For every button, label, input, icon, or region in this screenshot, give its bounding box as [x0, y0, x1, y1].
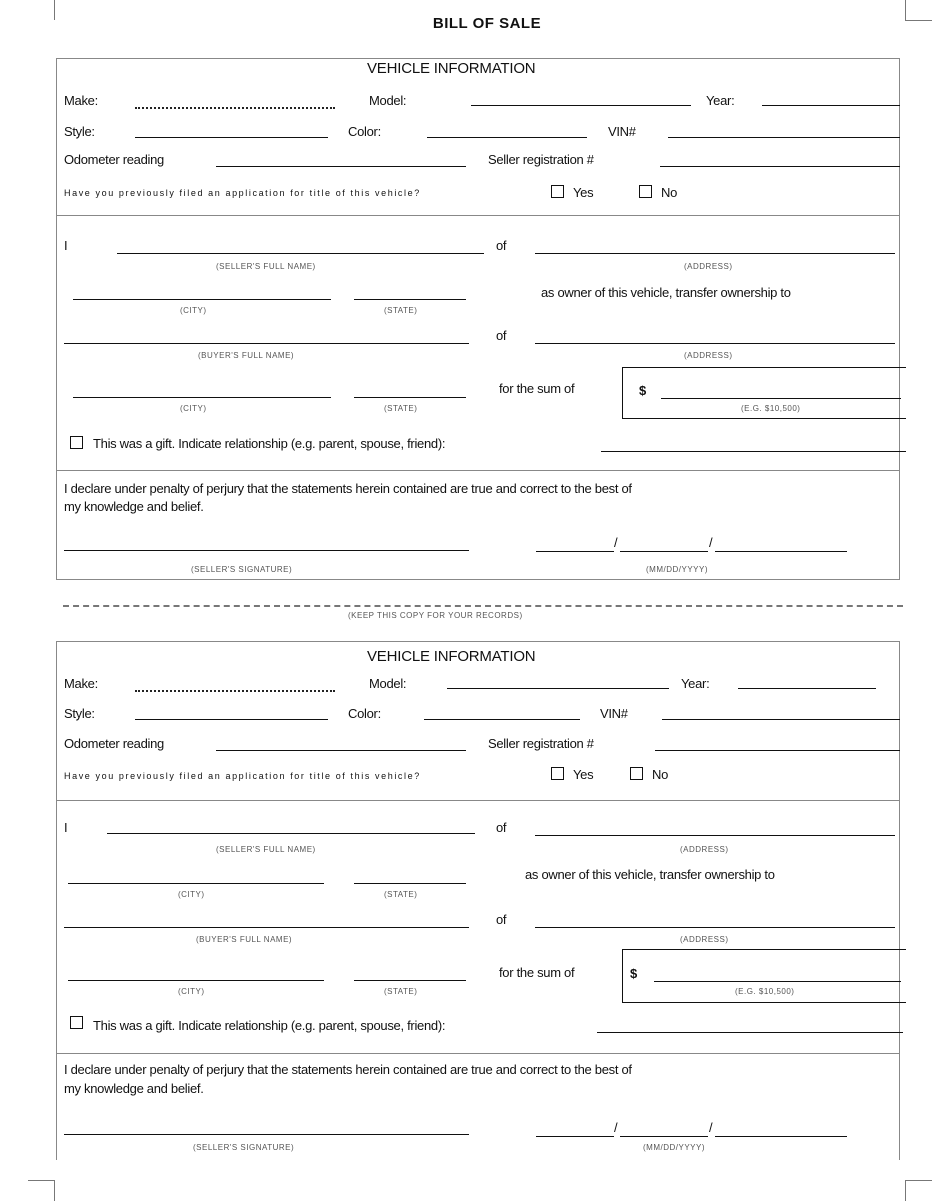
i-label: I	[64, 238, 68, 253]
seller-registration-label: Seller registration #	[488, 736, 594, 751]
section-title: VEHICLE INFORMATION	[367, 60, 536, 77]
section-divider	[56, 800, 900, 801]
date-year-field[interactable]	[715, 551, 847, 552]
seller-address-caption: (ADDRESS)	[680, 845, 729, 854]
transfer-ownership-text: as owner of this vehicle, transfer ownership to	[541, 285, 791, 300]
color-field[interactable]	[424, 719, 580, 720]
buyer-address-caption: (ADDRESS)	[684, 351, 733, 360]
year-field[interactable]	[738, 688, 876, 689]
make-label: Make:	[64, 676, 98, 691]
dollar-sign: $	[630, 966, 637, 981]
date-month-field[interactable]	[536, 551, 614, 552]
of-label: of	[496, 820, 507, 835]
of-label: of	[496, 912, 507, 927]
seller-registration-field[interactable]	[655, 750, 900, 751]
buyer-name-caption: (BUYER'S FULL NAME)	[198, 351, 295, 360]
gift-relationship-field[interactable]	[597, 1032, 903, 1033]
dollar-sign: $	[639, 383, 646, 398]
date-slash: /	[614, 1120, 618, 1135]
seller-city-field[interactable]	[68, 883, 324, 884]
section-title: VEHICLE INFORMATION	[367, 648, 536, 665]
style-label: Style:	[64, 124, 95, 139]
transfer-ownership-text: as owner of this vehicle, transfer ownership to	[525, 867, 775, 882]
buyer-name-field[interactable]	[64, 343, 469, 344]
seller-name-caption: (SELLER'S FULL NAME)	[216, 262, 316, 271]
frame-line	[56, 579, 900, 580]
model-field[interactable]	[471, 105, 691, 106]
no-label: No	[652, 767, 669, 782]
buyer-address-field[interactable]	[535, 343, 895, 344]
seller-signature-field[interactable]	[64, 550, 469, 551]
buyer-state-caption: (STATE)	[384, 404, 418, 413]
date-day-field[interactable]	[620, 1136, 708, 1137]
date-format-caption: (MM/DD/YYYY)	[643, 1143, 705, 1152]
seller-state-field[interactable]	[354, 883, 466, 884]
frame-line	[56, 641, 900, 642]
date-year-field[interactable]	[715, 1136, 847, 1137]
odometer-field[interactable]	[216, 750, 466, 751]
i-label: I	[64, 820, 68, 835]
sum-example-caption: (E.G. $10,500)	[741, 404, 801, 413]
no-checkbox[interactable]	[639, 185, 652, 198]
previous-application-question: Have you previously filed an application for title of this vehicle?	[64, 188, 421, 198]
model-label: Model:	[369, 93, 407, 108]
odometer-label: Odometer reading	[64, 736, 164, 751]
cut-line	[63, 605, 903, 607]
seller-address-field[interactable]	[535, 835, 895, 836]
gift-checkbox[interactable]	[70, 1016, 83, 1029]
of-label: of	[496, 328, 507, 343]
seller-registration-field[interactable]	[660, 166, 900, 167]
odometer-field[interactable]	[216, 166, 466, 167]
seller-name-caption: (SELLER'S FULL NAME)	[216, 845, 316, 854]
of-label: of	[496, 238, 507, 253]
buyer-city-field[interactable]	[68, 980, 324, 981]
date-day-field[interactable]	[620, 551, 708, 552]
sum-example-caption: (E.G. $10,500)	[735, 987, 795, 996]
yes-label: Yes	[573, 767, 594, 782]
year-label: Year:	[681, 676, 710, 691]
vin-label: VIN#	[600, 706, 628, 721]
crop-mark-bottom-left	[28, 1180, 55, 1201]
seller-state-caption: (STATE)	[384, 890, 418, 899]
gift-text: This was a gift. Indicate relationship (e.g. parent, spouse, friend):	[93, 436, 446, 451]
buyer-state-caption: (STATE)	[384, 987, 418, 996]
seller-city-field[interactable]	[73, 299, 331, 300]
buyer-city-field[interactable]	[73, 397, 331, 398]
seller-signature-caption: (SELLER'S SIGNATURE)	[191, 565, 293, 574]
make-label: Make:	[64, 93, 98, 108]
declaration-text: I declare under penalty of perjury that the statements herein contained are true and correct to the best of	[64, 1062, 632, 1077]
buyer-state-field[interactable]	[354, 397, 466, 398]
yes-checkbox[interactable]	[551, 185, 564, 198]
declaration-text: I declare under penalty of perjury that the statements herein contained are true and correct to the best of	[64, 481, 632, 496]
gift-relationship-field[interactable]	[601, 451, 906, 452]
buyer-city-caption: (CITY)	[180, 404, 207, 413]
model-label: Model:	[369, 676, 407, 691]
color-field[interactable]	[427, 137, 587, 138]
seller-state-caption: (STATE)	[384, 306, 418, 315]
declaration-text: my knowledge and belief.	[64, 499, 204, 514]
model-field[interactable]	[447, 688, 669, 689]
sum-field[interactable]	[661, 398, 901, 399]
seller-name-field[interactable]	[107, 833, 475, 834]
vin-field[interactable]	[668, 137, 900, 138]
date-slash: /	[614, 535, 618, 550]
odometer-label: Odometer reading	[64, 152, 164, 167]
frame-line	[56, 641, 57, 1160]
seller-signature-field[interactable]	[64, 1134, 469, 1135]
make-field[interactable]	[135, 690, 335, 692]
style-field[interactable]	[135, 137, 328, 138]
seller-registration-label: Seller registration #	[488, 152, 594, 167]
crop-mark-bottom-right	[905, 1180, 932, 1201]
date-slash: /	[709, 535, 713, 550]
gift-checkbox[interactable]	[70, 436, 83, 449]
make-field[interactable]	[135, 107, 335, 109]
declaration-text: my knowledge and belief.	[64, 1081, 204, 1096]
no-label: No	[661, 185, 678, 200]
buyer-city-caption: (CITY)	[178, 987, 205, 996]
color-label: Color:	[348, 124, 381, 139]
color-label: Color:	[348, 706, 381, 721]
style-label: Style:	[64, 706, 95, 721]
date-month-field[interactable]	[536, 1136, 614, 1137]
buyer-address-caption: (ADDRESS)	[680, 935, 729, 944]
seller-signature-caption: (SELLER'S SIGNATURE)	[193, 1143, 295, 1152]
section-divider	[56, 1053, 900, 1054]
year-label: Year:	[706, 93, 735, 108]
section-divider	[56, 215, 900, 216]
seller-name-field[interactable]	[117, 253, 484, 254]
yes-label: Yes	[573, 185, 594, 200]
seller-address-caption: (ADDRESS)	[684, 262, 733, 271]
yes-checkbox[interactable]	[551, 767, 564, 780]
buyer-address-field[interactable]	[535, 927, 895, 928]
seller-city-caption: (CITY)	[180, 306, 207, 315]
buyer-name-caption: (BUYER'S FULL NAME)	[196, 935, 293, 944]
no-checkbox[interactable]	[630, 767, 643, 780]
vin-label: VIN#	[608, 124, 636, 139]
previous-application-question: Have you previously filed an application for title of this vehicle?	[64, 771, 421, 781]
style-field[interactable]	[135, 719, 328, 720]
frame-line	[56, 58, 900, 59]
document-title: BILL OF SALE	[432, 15, 542, 32]
buyer-name-field[interactable]	[64, 927, 469, 928]
frame-line	[56, 58, 57, 580]
date-format-caption: (MM/DD/YYYY)	[646, 565, 708, 574]
buyer-state-field[interactable]	[354, 980, 466, 981]
for-the-sum-of-label: for the sum of	[499, 381, 575, 396]
gift-text: This was a gift. Indicate relationship (e.g. parent, spouse, friend):	[93, 1018, 446, 1033]
keep-copy-note: (KEEP THIS COPY FOR YOUR RECORDS)	[348, 611, 523, 620]
vin-field[interactable]	[662, 719, 900, 720]
seller-city-caption: (CITY)	[178, 890, 205, 899]
date-slash: /	[709, 1120, 713, 1135]
year-field[interactable]	[762, 105, 900, 106]
section-divider	[56, 470, 900, 471]
for-the-sum-of-label: for the sum of	[499, 965, 575, 980]
seller-address-field[interactable]	[535, 253, 895, 254]
seller-state-field[interactable]	[354, 299, 466, 300]
sum-field[interactable]	[654, 981, 901, 982]
